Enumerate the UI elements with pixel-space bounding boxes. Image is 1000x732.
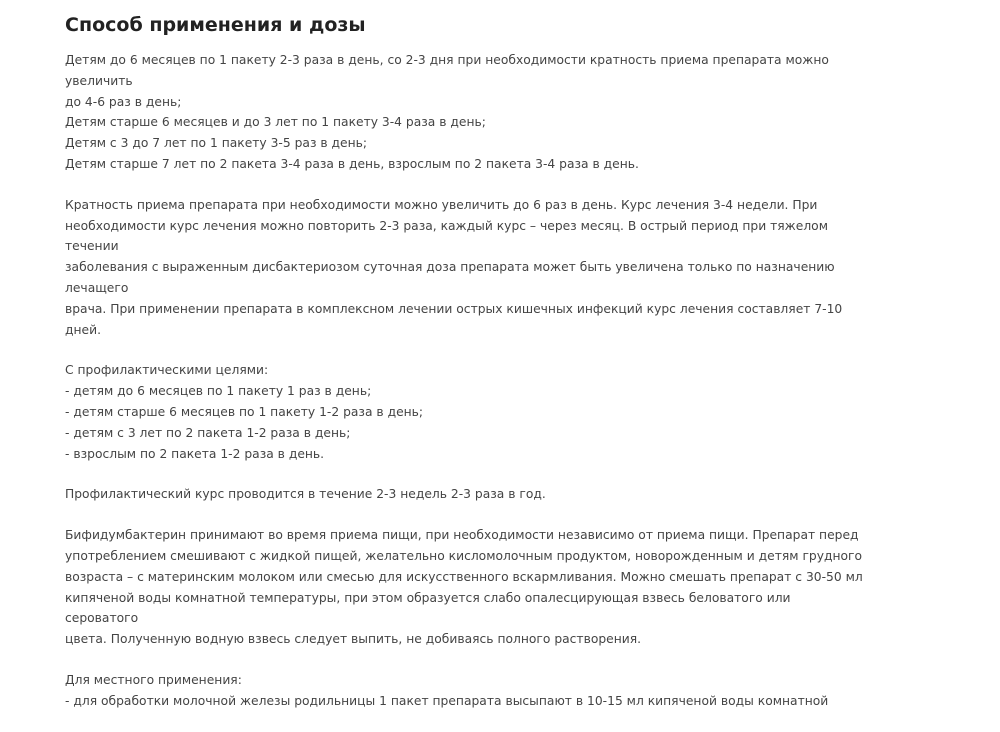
text-line: Бифидумбактерин принимают во время приема пищи, при необходимости независимо от приема пищи. Препарат перед [65,528,859,543]
text-line: - детям с 3 лет по 2 пакета 1-2 раза в день; [65,425,351,440]
text-line: кипяченой воды комнатной температуры, при этом образуется слабо опалесцирующая взвесь беловатого или сероватого [65,590,791,626]
paragraph-administration [65,525,865,650]
text-line: цвета. Полученную водную взвесь следует выпить, не добиваясь полного растворения. [65,632,642,647]
text-line: врача. При применении препарата в комплексном лечении острых кишечных инфекций курс лечения составляет 7-10 дней. [65,301,843,337]
text-line: Профилактический курс проводится в течение 2-3 недель 2-3 раза в год. [65,487,546,502]
paragraph-dosage-treatment [65,50,865,175]
text-line: необходимости курс лечения можно повторить 2-3 раза, каждый курс – через месяц. В острый период при тяжелом течении [65,218,828,254]
paragraph-course-duration [65,195,865,341]
text-line: возраста – с материнским молоком или смесью для искусственного вскармливания. Можно смешать препарат с 30-50 мл [65,569,863,584]
paragraph-local-use [65,670,865,712]
article-content [65,12,865,732]
text-line: - детям старше 6 месяцев по 1 пакету 1-2 раза в день; [65,404,424,419]
text-line: заболевания с выраженным дисбактериозом суточная доза препарата может быть увеличена только по назначению лечащего [65,260,835,295]
text-line: Детям старше 6 месяцев и до 3 лет по 1 пакету 3-4 раза в день; [65,115,486,130]
text-line: Детям с 3 до 7 лет по 1 пакету 3-5 раз в день; [65,136,368,151]
text-line: Для местного применения: [65,672,242,687]
paragraph-prophylaxis-course [65,484,865,505]
paragraph-prophylaxis [65,360,865,464]
section-title: Способ применения и дозы [65,14,366,36]
text-line: Детям до 6 месяцев по 1 пакету 2-3 раза в день, со 2-3 дня при необходимости кратность приема препарата можно увеличить [65,53,829,88]
text-line: - для обработки молочной железы родильницы 1 пакет препарата высыпают в 10-15 мл кипяченой воды комнатной [65,693,829,708]
text-line: Кратность приема препарата при необходимости можно увеличить до 6 раз в день. Курс лечения 3-4 недели. При [65,197,818,212]
text-line: до 4-6 раз в день; [65,94,182,109]
text-line: употреблением смешивают с жидкой пищей, желательно кисломолочным продуктом, новорожденным и детям грудного [65,548,863,563]
text-line: С профилактическими целями: [65,363,269,378]
text-line: - взрослым по 2 пакета 1-2 раза в день. [65,446,325,461]
text-line: - детям до 6 месяцев по 1 пакету 1 раз в день; [65,384,372,399]
text-line: Детям старше 7 лет по 2 пакета 3-4 раза в день, взрослым по 2 пакета 3-4 раза в день. [65,156,639,171]
